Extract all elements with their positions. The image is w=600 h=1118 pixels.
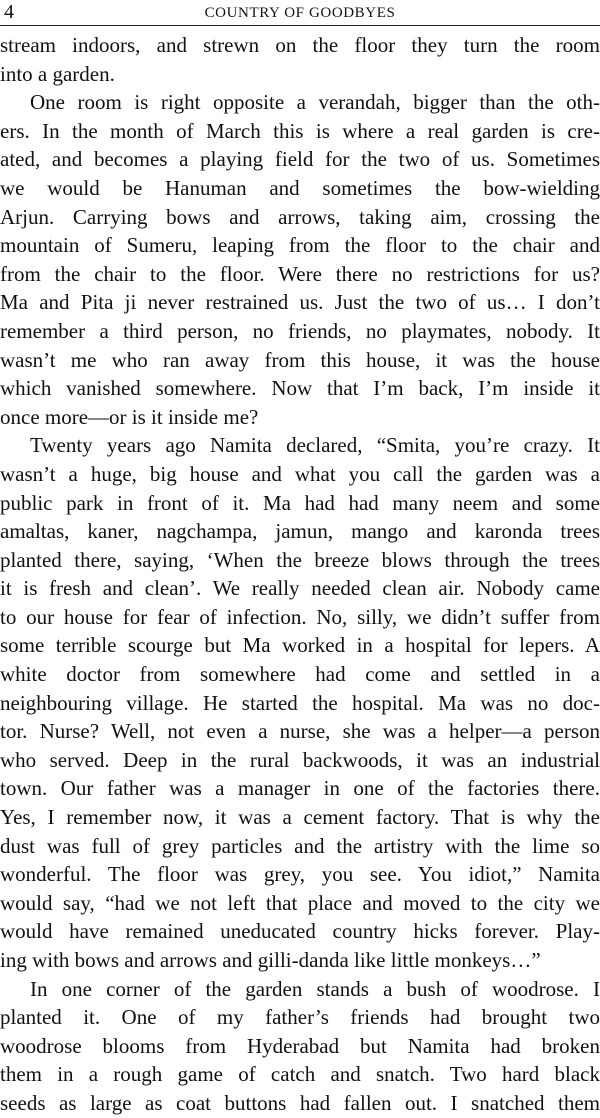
text-line: to our house for fear of infection. No, silly, we didn’t suffer from [0, 604, 600, 629]
text-line: In one corner of the garden stands a bush of woodrose. I [30, 976, 600, 1001]
text-line: remember a third person, no friends, no playmates, nobody. It [0, 318, 600, 343]
text-line: woodrose blooms from Hyderabad but Namita had broken [0, 1033, 600, 1058]
page-header [0, 0, 600, 26]
text-line: wasn’t a huge, big house and what you call the garden was a [0, 461, 600, 486]
body-text [0, 31, 600, 1118]
text-line: wonderful. The floor was grey, you see. You idiot,” Namita [0, 862, 600, 887]
text-line: seeds as large as coat buttons had fallen out. I snatched them [0, 1090, 600, 1115]
page-number: 4 [4, 1, 14, 23]
text-line: once more—or is it inside me? [0, 404, 259, 429]
text-line: Yes, I remember now, it was a cement factory. That is why the [0, 805, 600, 830]
text-line: ing with bows and arrows and gilli-danda like little monkeys…” [0, 948, 541, 972]
text-line: who served. Deep in the rural backwoods, it was an industrial [0, 747, 600, 772]
text-line: would have remained uneducated country hicks forever. Play- [0, 919, 600, 944]
text-line: town. Our father was a manager in one of the factories there. [0, 776, 600, 801]
text-line: mountain of Sumeru, leaping from the floor to the chair and [0, 233, 600, 258]
text-line: it is fresh and clean’. We really needed clean air. Nobody came [0, 576, 600, 601]
text-line: ers. In the month of March this is where a real garden is cre- [0, 118, 600, 143]
running-head: COUNTRY OF GOODBYES [204, 5, 396, 21]
text-line: neighbouring village. He started the hospital. Ma was no doc- [0, 690, 600, 715]
text-line: Arjun. Carrying bows and arrows, taking aim, crossing the [0, 204, 600, 229]
text-line: tor. Nurse? Well, not even a nurse, she was a helper—a person [0, 719, 600, 744]
text-line: wasn’t me who ran away from this house, it was the house [0, 347, 600, 372]
text-line: white doctor from somewhere had come and settled in a [0, 662, 600, 687]
text-line: we would be Hanuman and sometimes the bow-wielding [0, 175, 600, 200]
text-line: amaltas, kaner, nagchampa, jamun, mango and karonda trees [0, 519, 600, 544]
text-line: would say, “had we not left that place and moved to the city we [0, 890, 600, 915]
text-line: which vanished somewhere. Now that I’m back, I’m inside it [0, 376, 600, 401]
text-line: ated, and becomes a playing field for the two of us. Sometimes [0, 147, 600, 172]
text-line: public park in front of it. Ma had had many neem and some [0, 490, 600, 515]
text-line: planted it. One of my father’s friends had brought two [0, 1005, 600, 1030]
text-line: planted there, saying, ‘When the breeze blows through the trees [0, 547, 600, 572]
text-line: dust was full of grey particles and the artistry with the lime so [0, 833, 600, 858]
text-line: stream indoors, and strewn on the floor they turn the room [0, 33, 600, 57]
text-line: One room is right opposite a verandah, bigger than the oth- [30, 90, 600, 115]
text-line: Ma and Pita ji never restrained us. Just the two of us… I don’t [0, 290, 600, 315]
text-line: from the chair to the floor. Were there no restrictions for us? [0, 261, 600, 286]
header-rule [0, 25, 600, 26]
text-line: some terrible scourge but Ma worked in a hospital for lepers. A [0, 633, 600, 658]
text-line: into a garden. [0, 61, 115, 86]
text-line: them in a rough game of catch and snatch. Two hard black [0, 1062, 600, 1087]
text-line: Twenty years ago Namita declared, “Smita, you’re crazy. It [30, 433, 600, 458]
